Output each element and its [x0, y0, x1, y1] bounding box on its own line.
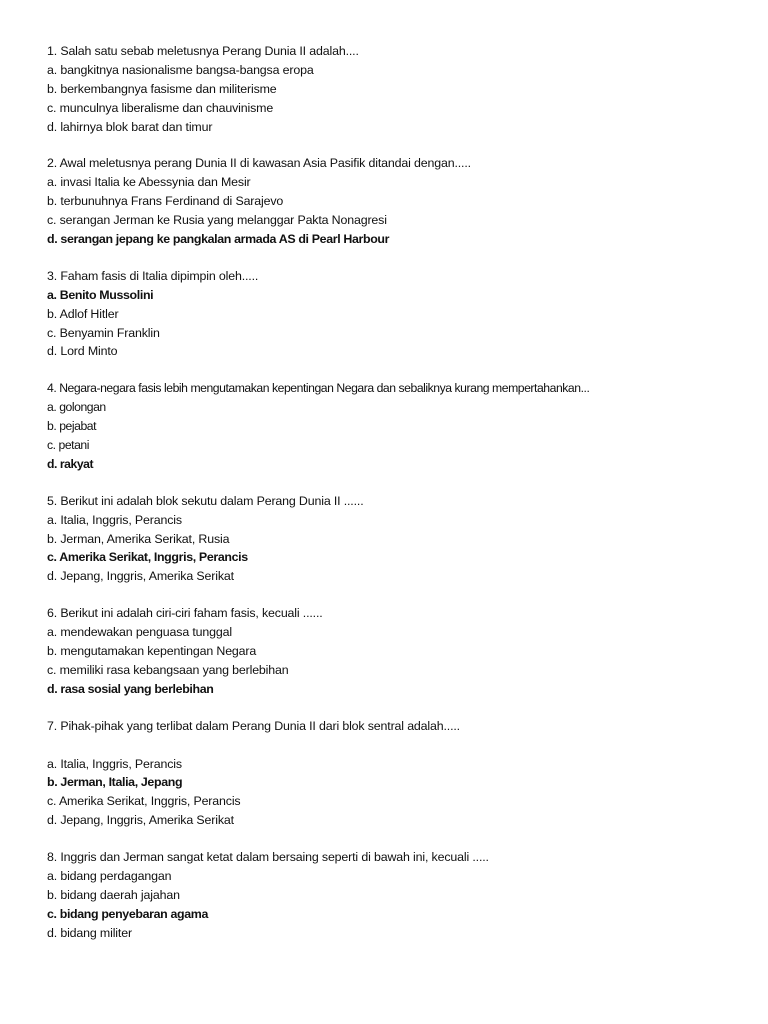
question-text: 7. Pihak-pihak yang terlibat dalam Perang Dunia II dari blok sentral adalah.....	[47, 718, 460, 733]
option-d: d. Lord Minto	[47, 344, 118, 359]
option-d: d. rasa sosial yang berlebihan	[47, 681, 214, 696]
question-7	[47, 717, 737, 830]
option-c: c. Benyamin Franklin	[47, 325, 160, 340]
option-d: d. lahirnya blok barat dan timur	[47, 119, 213, 134]
question-text: 6. Berikut ini adalah ciri-ciri faham fasis, kecuali ......	[47, 606, 323, 621]
option-b: b. berkembangnya fasisme dan militerisme	[47, 81, 277, 96]
option-b: b. terbunuhnya Frans Ferdinand di Sarajevo	[47, 194, 284, 209]
option-b: b. pejabat	[47, 419, 97, 434]
option-c: c. Amerika Serikat, Inggris, Perancis	[47, 794, 241, 809]
option-c: c. bidang penyebaran agama	[47, 906, 208, 921]
question-text: 4. Negara-negara fasis lebih mengutamakan kepentingan Negara dan sebaliknya kurang mempertahankan...	[47, 381, 590, 396]
option-a: a. invasi Italia ke Abessynia dan Mesir	[47, 175, 251, 190]
option-b: b. Jerman, Amerika Serikat, Rusia	[47, 531, 230, 546]
option-d: d. rakyat	[47, 456, 94, 471]
question-text: 8. Inggris dan Jerman sangat ketat dalam bersaing seperti di bawah ini, kecuali .....	[47, 850, 489, 865]
document-page	[47, 42, 737, 961]
question-2	[47, 154, 737, 248]
question-8	[47, 848, 737, 942]
question-3	[47, 267, 737, 361]
question-1	[47, 42, 737, 136]
option-c: c. petani	[47, 438, 90, 453]
option-a: a. bangkitnya nasionalisme bangsa-bangsa eropa	[47, 62, 314, 77]
question-text: 1. Salah satu sebab meletusnya Perang Dunia II adalah....	[47, 44, 359, 58]
blank-line	[47, 736, 737, 755]
option-a: a. Italia, Inggris, Perancis	[47, 756, 182, 771]
option-c: c. munculnya liberalisme dan chauvinisme	[47, 100, 274, 115]
question-text: 2. Awal meletusnya perang Dunia II di kawasan Asia Pasifik ditandai dengan.....	[47, 156, 471, 171]
option-c: c. Amerika Serikat, Inggris, Perancis	[47, 550, 248, 565]
option-b: b. bidang daerah jajahan	[47, 887, 180, 902]
question-5	[47, 492, 737, 586]
option-b: b. mengutamakan kepentingan Negara	[47, 644, 257, 659]
option-a: a. Benito Mussolini	[47, 287, 154, 302]
question-6	[47, 604, 737, 698]
option-a: a. mendewakan penguasa tunggal	[47, 625, 232, 640]
option-b: b. Adlof Hitler	[47, 306, 119, 321]
option-d: d. Jepang, Inggris, Amerika Serikat	[47, 569, 234, 584]
option-d: d. Jepang, Inggris, Amerika Serikat	[47, 813, 234, 828]
question-text: 3. Faham fasis di Italia dipimpin oleh.....	[47, 268, 259, 283]
option-a: a. Italia, Inggris, Perancis	[47, 512, 182, 527]
question-4	[47, 379, 737, 473]
option-c: c. memiliki rasa kebangsaan yang berlebihan	[47, 662, 289, 677]
option-d: d. bidang militer	[47, 925, 132, 940]
question-text: 5. Berikut ini adalah blok sekutu dalam Perang Dunia II ......	[47, 493, 364, 508]
option-b: b. Jerman, Italia, Jepang	[47, 775, 183, 790]
option-a: a. bidang perdagangan	[47, 868, 172, 883]
option-d: d. serangan jepang ke pangkalan armada AS di Pearl Harbour	[47, 232, 390, 247]
option-c: c. serangan Jerman ke Rusia yang melanggar Pakta Nonagresi	[47, 213, 387, 228]
option-a: a. golongan	[47, 400, 106, 415]
